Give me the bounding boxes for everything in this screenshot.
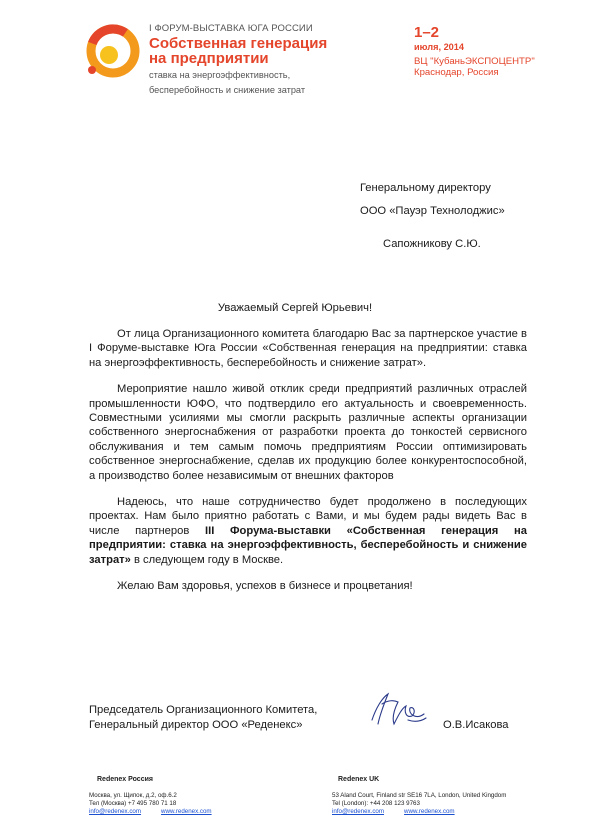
footer-ru-company: Redenex Россия (97, 776, 153, 783)
footer-uk-email-link[interactable]: info@redenex.com (332, 808, 385, 815)
footer-ru-email-link[interactable]: info@redenex.com (89, 808, 142, 815)
event-city: Краснодар, Россия (414, 67, 499, 78)
paragraph-results: Мероприятие нашло живой отклик среди предприятий различных отраслей промышленности ЮФО, что подтвердило его актуальность и своевременность. Совместными усилиями мы смогли раскрыть различные аспекты организации собственного энергоснабжения от разработки проекта до тонкостей сервисного обслуживания и тем самым помочь предприятиям России оптимизировать собственное энергоснабжение, сделав их продукцию более конкурентоспособной, а производство более независимым от внешних факторов (89, 383, 527, 482)
paragraph-wishes: Желаю Вам здоровья, успехов в бизнесе и процветания! (117, 580, 413, 593)
footer-ru-phone: Тел (Москва) +7 495 780 71 18 (89, 800, 177, 807)
forum-edition: I ФОРУМ-ВЫСТАВКА ЮГА РОССИИ (149, 23, 313, 34)
addressee-block (360, 182, 505, 228)
signatory-position-1: Председатель Организационного Комитета, (89, 704, 318, 716)
handwritten-signature (368, 690, 430, 730)
addressee-name: Сапожникову С.Ю. (383, 238, 481, 250)
signatory-title (89, 703, 317, 732)
event-month-year: июля, 2014 (414, 42, 465, 52)
invitation-forum-name: III Форума-выставки «Собственная генерация на предприятии: ставка на энергоэффективность, бесперебойность и снижение затрат» (89, 524, 527, 566)
footer-ru-address: Москва, ул. Щипок, д.2, оф.6.2 (89, 792, 177, 799)
event-days: 1–2 (414, 24, 440, 41)
forum-header (149, 23, 399, 96)
event-date-block (414, 24, 564, 78)
footer-uk-company: Redenex UK (338, 776, 380, 783)
forum-logo (82, 24, 140, 82)
paragraph-invitation (89, 495, 527, 567)
signatory-position-2: Генеральный директор ООО «Реденекс» (89, 718, 303, 731)
event-venue: ВЦ "КубаньЭКСПОЦЕНТР" (414, 56, 535, 67)
forum-subtitle-line2: бесперебойность и снижение затрат (149, 85, 306, 95)
footer-ru-site-link[interactable]: www.redenex.com (161, 808, 212, 815)
footer-uk-site-link[interactable]: www.redenex.com (404, 808, 455, 815)
forum-title-line1: Собственная генерация (149, 35, 328, 52)
paragraph-gratitude: От лица Организационного комитета благодарю Вас за партнерское участие в I Форуме-выставке Юга России «Собственная генерация на предприятии: ставка на энергоэффективность, бесперебойность и снижение затрат». (89, 328, 527, 369)
footer-ru-links (89, 808, 212, 816)
addressee-company: ООО «Пауэр Технолоджис» (360, 205, 505, 217)
signatory-name: О.В.Исакова (443, 719, 509, 731)
invitation-text-end: в следующем году в Москве. (130, 553, 284, 566)
addressee-position: Генеральному директору (360, 182, 491, 194)
footer-uk-address: 53 Aland Court, Finland str SE16 7LA, London, United Kingdom (332, 792, 507, 799)
footer-russia (89, 776, 212, 816)
forum-subtitle-line1: ставка на энергоэффективность, (149, 70, 291, 80)
footer-uk-links (332, 808, 506, 816)
forum-title-line2: на предприятии (149, 50, 269, 67)
footer-uk-phone: Tel (London): +44 208 123 9763 (332, 800, 420, 807)
letter-body (89, 327, 527, 606)
invitation-text-start: Надеюсь, что наше сотрудничество будет продолжено в последующих проектах. Нам было приятно работать с Вами, и мы будем рады видеть Вас в числе партнеров (89, 496, 527, 537)
footer-uk (332, 776, 506, 816)
greeting: Уважаемый Сергей Юрьевич! (217, 302, 373, 314)
